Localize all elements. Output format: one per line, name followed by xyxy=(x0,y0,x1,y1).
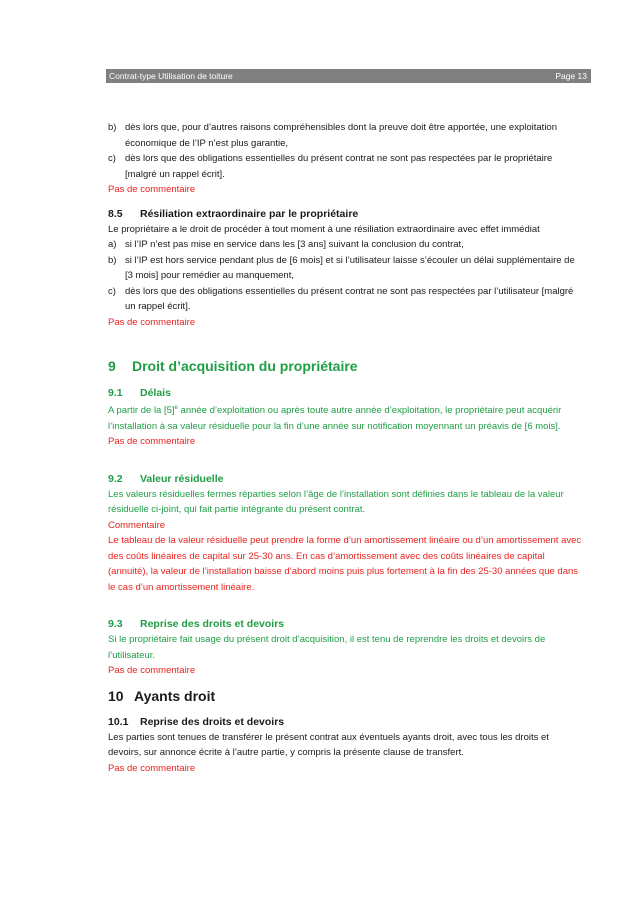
list-item-a xyxy=(108,237,588,253)
list-item-text: [malgré un rappel écrit]. xyxy=(125,168,225,180)
section-title: Résiliation extraordinaire par le propriétaire xyxy=(140,207,359,220)
list-item-c-continued xyxy=(108,167,588,183)
chapter-number: 9 xyxy=(108,358,116,374)
list-item-text: un rappel écrit]. xyxy=(125,301,191,312)
list-marker: a) xyxy=(108,239,117,250)
chapter-9-heading xyxy=(108,356,588,376)
list-item-text: dès lors que, pour d’autres raisons compréhensibles dont la preuve doit être apportée, une exploitation xyxy=(125,122,557,133)
text-fragment: année d’exploitation ou après toute autre année d’exploitation, le propriétaire peut acquérir xyxy=(177,405,562,417)
section-number: 9.2 xyxy=(108,472,123,485)
section-8-5-intro: Le propriétaire a le droit de procéder à tout moment à une résiliation extraordinaire avec effet immédiat xyxy=(108,223,540,235)
list-item-b xyxy=(108,253,588,269)
list-item-b-continued xyxy=(108,268,588,284)
list-item-text: [3 mois] pour remédier au manquement, xyxy=(125,270,294,281)
comment-text: Le tableau de la valeur résiduelle peut prendre la forme d’un amortissement linéaire ou d’un amortissement avec xyxy=(108,535,582,547)
section-9-3-text: l’utilisateur. xyxy=(108,649,155,661)
page-header xyxy=(106,69,591,83)
list-item-b-continued xyxy=(108,136,588,152)
document-content xyxy=(108,120,588,776)
section-title: Délais xyxy=(140,387,171,399)
section-title: Reprise des droits et devoirs xyxy=(140,618,285,631)
section-number: 9.1 xyxy=(108,387,123,399)
section-title: Reprise des droits et devoirs xyxy=(140,715,285,728)
comment-note: Pas de commentaire xyxy=(108,184,196,195)
text-fragment: A partir de la [5] xyxy=(108,405,175,417)
section-number: 8.5 xyxy=(108,207,123,220)
section-10-1-heading xyxy=(108,715,588,730)
list-item-c xyxy=(108,151,588,167)
list-marker: b) xyxy=(108,254,117,266)
section-9-3-heading xyxy=(108,617,588,632)
list-item-text: si l’IP est hors service pendant plus de [6 mois] et si l’utilisateur laisse s’écouler un délai supplémentaire de xyxy=(125,254,575,266)
header-page-number: Page 13 xyxy=(555,71,587,81)
section-9-2-heading xyxy=(108,472,588,487)
list-item-c xyxy=(108,284,588,300)
chapter-number: 10 xyxy=(108,687,124,704)
section-9-1-text: l’installation à sa valeur résiduelle pour la fin d’une année sur notification moyennant un préavis de [6 mois]. xyxy=(108,420,561,432)
section-9-2-text: résiduelle ci-joint, qui fait partie intégrante du présent contrat. xyxy=(108,504,366,516)
section-8-5-heading xyxy=(108,207,588,222)
list-marker: b) xyxy=(108,122,117,133)
header-title: Contrat-type Utilisation de toiture xyxy=(109,71,233,81)
section-9-1-text xyxy=(108,401,588,419)
section-9-3-text: Si le propriétaire fait usage du présent droit d’acquisition, il est tenu de reprendre les droits et devoirs de xyxy=(108,634,546,646)
comment-note: Pas de commentaire xyxy=(108,762,196,774)
superscript: e xyxy=(174,405,178,411)
comment-note: Pas de commentaire xyxy=(108,665,196,677)
comment-text: des coûts linéaires de capital sur 25-30 ans. En cas d’amortissement avec des coûts linéaires de capital xyxy=(108,550,545,562)
list-item-text: dès lors que des obligations essentielles du présent contrat ne sont pas respectées par le propriétaire xyxy=(125,153,553,164)
section-title: Valeur résiduelle xyxy=(140,472,224,485)
comment-text: le cas d’un amortissement linéaire. xyxy=(108,581,255,593)
comment-text: (annuité), la valeur de l’installation baisse d’abord moins puis plus fortement à la fin des 25-30 années que dans xyxy=(108,566,579,578)
list-item-text: dès lors que des obligations essentielles du présent contrat ne sont pas respectées par l’utilisateur [malgré xyxy=(125,285,574,297)
section-10-1-text: Les parties sont tenues de transférer le présent contrat aux éventuels ayants droit, avec tous les droits et xyxy=(108,731,549,743)
list-marker: c) xyxy=(108,153,116,164)
chapter-title: Droit d’acquisition du propriétaire xyxy=(132,358,358,374)
chapter-title: Ayants droit xyxy=(134,687,216,704)
chapter-10-heading xyxy=(108,686,588,706)
comment-note: Pas de commentaire xyxy=(108,436,196,448)
list-item-text: économique de l’IP n’est plus garantie, xyxy=(125,137,289,149)
section-9-2-text: Les valeurs résiduelles fermes réparties selon l’âge de l’installation sont définies dans le tableau de la valeur xyxy=(108,488,564,500)
comment-label: Commentaire xyxy=(108,519,166,531)
list-item-text: si l’IP n’est pas mise en service dans les [3 ans] suivant la conclusion du contrat, xyxy=(125,239,464,250)
section-10-1-text: devoirs, sur annonce écrite à l’autre partie, y compris la présente clause de transfert. xyxy=(108,747,464,759)
section-number: 10.1 xyxy=(108,715,129,728)
list-item-c-continued xyxy=(108,299,588,315)
list-item-b xyxy=(108,120,588,136)
section-number: 9.3 xyxy=(108,618,123,631)
section-9-1-heading xyxy=(108,386,588,401)
comment-note: Pas de commentaire xyxy=(108,316,196,328)
list-marker: c) xyxy=(108,285,116,297)
